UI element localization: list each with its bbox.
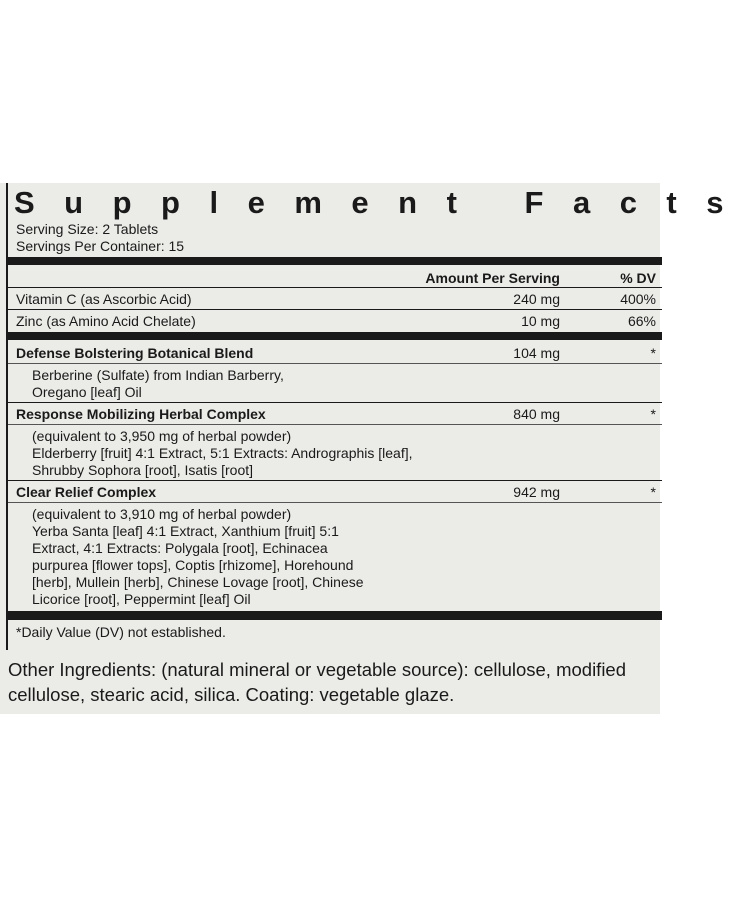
supplement-label-panel	[0, 183, 753, 714]
blend-ingredient-line: Oregano [leaf] Oil	[32, 384, 142, 400]
nutrient-dv: 66%	[627, 313, 656, 329]
servings-per-container: Servings Per Container: 15	[16, 238, 185, 254]
facts-title: Supplement Facts	[14, 185, 753, 220]
nutrient-amount: 10 mg	[521, 313, 560, 329]
blend-ingredient-line: [herb], Mullein [herb], Chinese Lovage [root], Chinese	[32, 574, 364, 590]
blend-amount: 942 mg	[513, 484, 560, 500]
blend-name: Response Mobilizing Herbal Complex	[16, 406, 266, 422]
divider	[8, 424, 662, 425]
blend-ingredient-line: Berberine (Sulfate) from Indian Barberry,	[32, 367, 284, 383]
blend-ingredient-line: (equivalent to 3,950 mg of herbal powder)	[32, 428, 292, 444]
divider	[8, 502, 662, 503]
blend-ingredient-line: Extract, 4:1 Extracts: Polygala [root], Echinacea	[32, 540, 328, 556]
divider	[8, 287, 662, 288]
nutrient-amount: 240 mg	[513, 291, 560, 307]
dv-header: % DV	[620, 270, 656, 286]
blend-ingredient-line: purpurea [flower tops], Coptis [rhizome], Horehound	[32, 557, 354, 573]
nutrient-name: Vitamin C (as Ascorbic Acid)	[16, 291, 192, 307]
blend-dv: *	[650, 484, 656, 500]
blend-name: Defense Bolstering Botanical Blend	[16, 345, 254, 361]
blend-ingredient-line: Shrubby Sophora [root], Isatis [root]	[32, 462, 254, 478]
thick-divider	[8, 332, 662, 340]
blend-ingredient-line: Yerba Santa [leaf] 4:1 Extract, Xanthium [fruit] 5:1	[32, 523, 339, 539]
divider	[8, 363, 662, 364]
other-ingredients: Other Ingredients: (natural mineral or vegetable source): cellulose, modified cellulose, stearic acid, silica. Coating: vegetable glaze.	[8, 659, 627, 705]
blend-name: Clear Relief Complex	[16, 484, 157, 500]
blend-dv: *	[650, 345, 656, 361]
thick-divider	[8, 611, 662, 620]
blend-amount: 840 mg	[513, 406, 560, 422]
nutrient-dv: 400%	[620, 291, 656, 307]
divider	[8, 402, 662, 403]
blend-ingredient-line: Elderberry [fruit] 4:1 Extract, 5:1 Extracts: Andrographis [leaf],	[32, 445, 413, 461]
blend-dv: *	[650, 406, 656, 422]
divider	[8, 309, 662, 310]
daily-value-footnote: *Daily Value (DV) not established.	[16, 624, 226, 640]
nutrient-name: Zinc (as Amino Acid Chelate)	[16, 313, 196, 329]
amount-header: Amount Per Serving	[425, 270, 560, 286]
blend-amount: 104 mg	[513, 345, 560, 361]
blend-ingredient-line: Licorice [root], Peppermint [leaf] Oil	[32, 591, 251, 607]
thick-divider	[8, 257, 662, 265]
divider	[8, 480, 662, 481]
blend-ingredient-line: (equivalent to 3,910 mg of herbal powder)	[32, 506, 292, 522]
serving-size: Serving Size: 2 Tablets	[16, 221, 159, 237]
supplement-facts-box	[6, 183, 753, 650]
